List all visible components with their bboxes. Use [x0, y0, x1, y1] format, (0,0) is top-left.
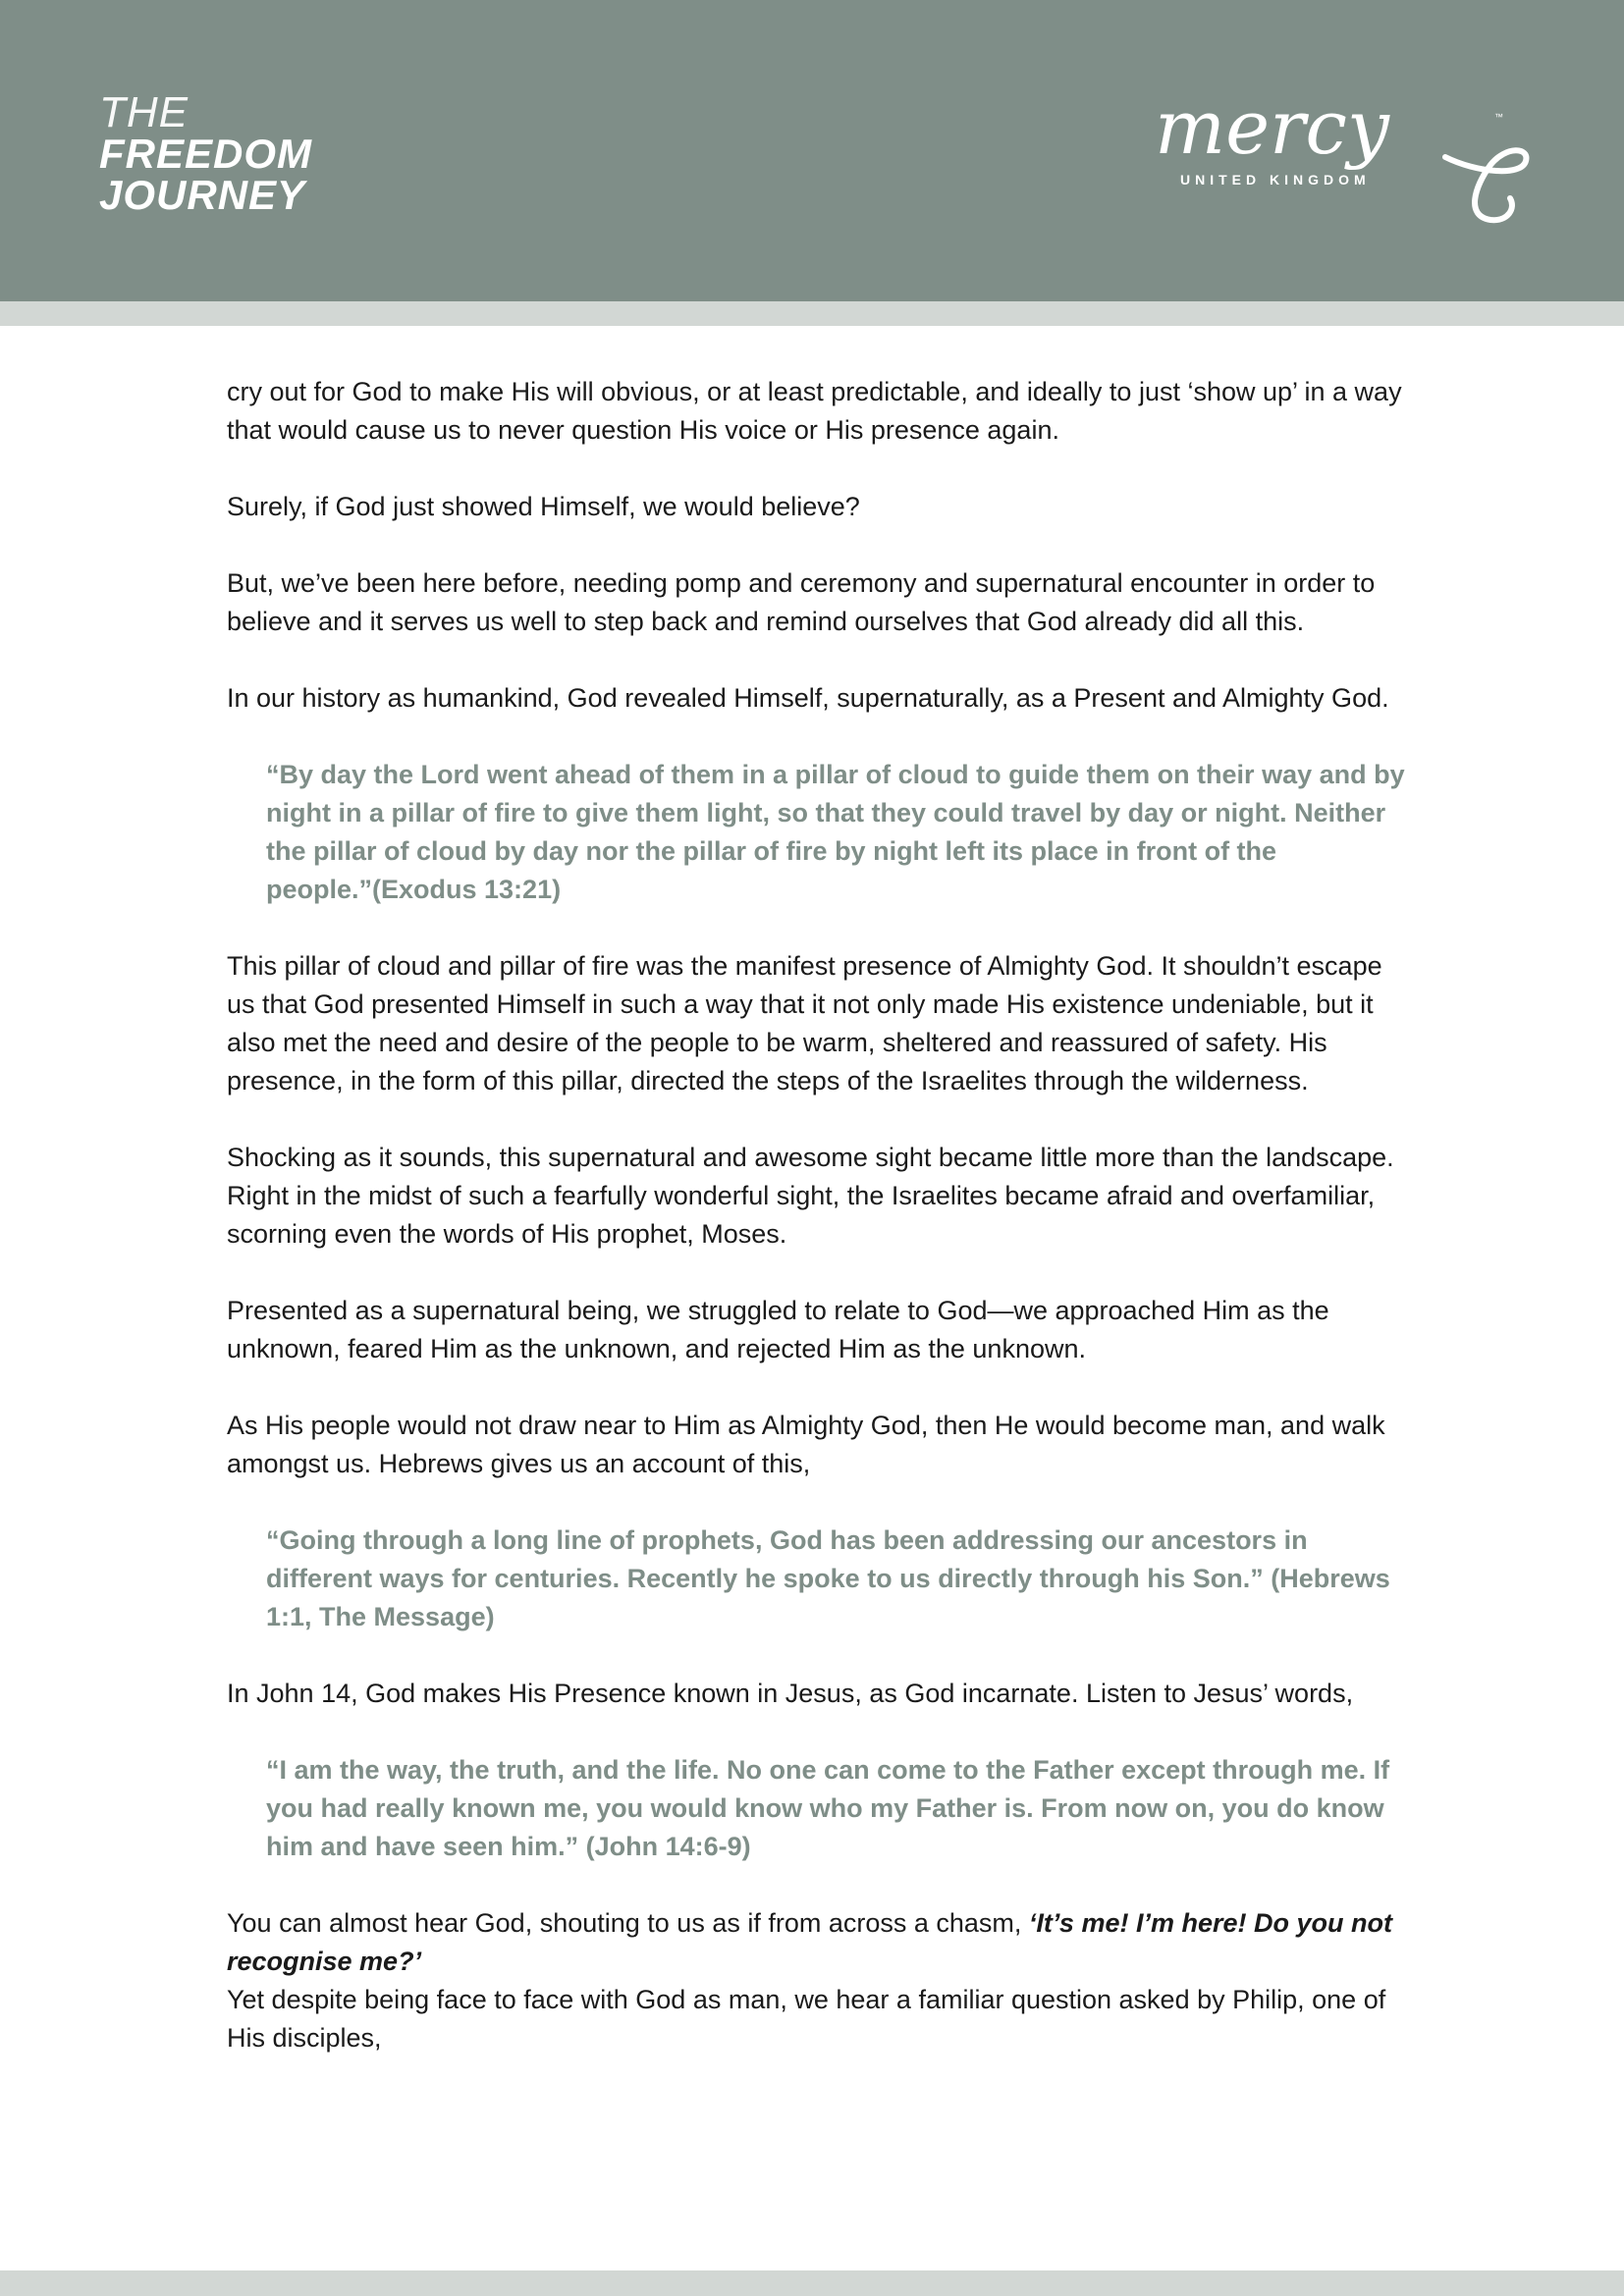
paragraph-with-emphasis	[227, 1904, 1405, 1981]
mercy-tagline: UNITED KINGDOM	[1180, 172, 1371, 187]
freedom-journey-logo	[99, 88, 312, 218]
paragraph: Shocking as it sounds, this supernatural and awesome sight became little more than the landscape. Right in the midst of such a fearfully wonderful sight, the Israelites became afraid and overfamiliar, scorning even the words of His prophet, Moses.	[227, 1143, 1394, 1249]
paragraph: Presented as a supernatural being, we struggled to relate to God—we approached Him as the unknown, feared Him as the unknown, and rejected Him as the unknown.	[227, 1296, 1329, 1363]
paragraph: As His people would not draw near to Him as Almighty God, then He would become man, and walk amongst us. Hebrews gives us an account of this,	[227, 1411, 1385, 1478]
paragraph: Surely, if God just showed Himself, we would believe?	[227, 492, 860, 521]
paragraph: But, we’ve been here before, needing pomp and ceremony and supernatural encounter in order to believe and it serves us well to step back and remind ourselves that God already did all this.	[227, 568, 1376, 636]
mercy-swash-icon	[1445, 150, 1526, 220]
paragraph: cry out for God to make His will obvious, or at least predictable, and ideally to just ‘show up’ in a way that would cause us to never question His voice or His presence again.	[227, 377, 1402, 445]
mercy-logo-graphic	[1151, 92, 1534, 230]
logo-the-text: THE	[99, 88, 189, 136]
mercy-trademark: ™	[1494, 112, 1503, 122]
header-divider-band	[0, 301, 1624, 326]
scripture-quote-john: “I am the way, the truth, and the life. No one can come to the Father except through me. If you had really known me, you would know who my Father is. From now on, you do know him and have seen him.” (John 14:6-9)	[266, 1755, 1390, 1861]
footer-band	[0, 2270, 1624, 2296]
scripture-quote-exodus: “By day the Lord went ahead of them in a pillar of cloud to guide them on their way and by night in a pillar of fire to give them light, so that they could travel by day or night. Neither the pillar of cloud by day nor the pillar of fire by night left its place in front of the people.”(Exodus 13:21)	[266, 760, 1405, 904]
paragraph: Yet despite being face to face with God as man, we hear a familiar question asked by Philip, one of His disciples,	[227, 1985, 1386, 2053]
emphasized-quote: ‘It’s me! I’m here! Do you not recognise me?’	[227, 1908, 1392, 1976]
mercy-wordmark: mercy	[1155, 92, 1389, 171]
paragraph: In our history as humankind, God revealed Himself, supernaturally, as a Present and Almighty God.	[227, 683, 1389, 713]
paragraph: In John 14, God makes His Presence known in Jesus, as God incarnate. Listen to Jesus’ words,	[227, 1679, 1354, 1708]
mercy-uk-logo	[1151, 92, 1534, 230]
logo-journey-text: JOURNEY	[99, 172, 306, 218]
scripture-quote-hebrews: “Going through a long line of prophets, God has been addressing our ancestors in different ways for centuries. Recently he spoke to us directly through his Son.” (Hebrews 1:1, The Message)	[266, 1525, 1390, 1631]
paragraph-lead-text: You can almost hear God, shouting to us as if from across a chasm,	[227, 1908, 1029, 1938]
logo-freedom-text: FREEDOM	[99, 131, 312, 177]
paragraph: This pillar of cloud and pillar of fire was the manifest presence of Almighty God. It shouldn’t escape us that God presented Himself in such a way that it not only made His existence undeniable, but it also met the need and desire of the people to be warm, sheltered and reassured of safety. His presence, in the form of this pillar, directed the steps of the Israelites through the wilderness.	[227, 951, 1382, 1095]
document-body	[227, 373, 1405, 2096]
